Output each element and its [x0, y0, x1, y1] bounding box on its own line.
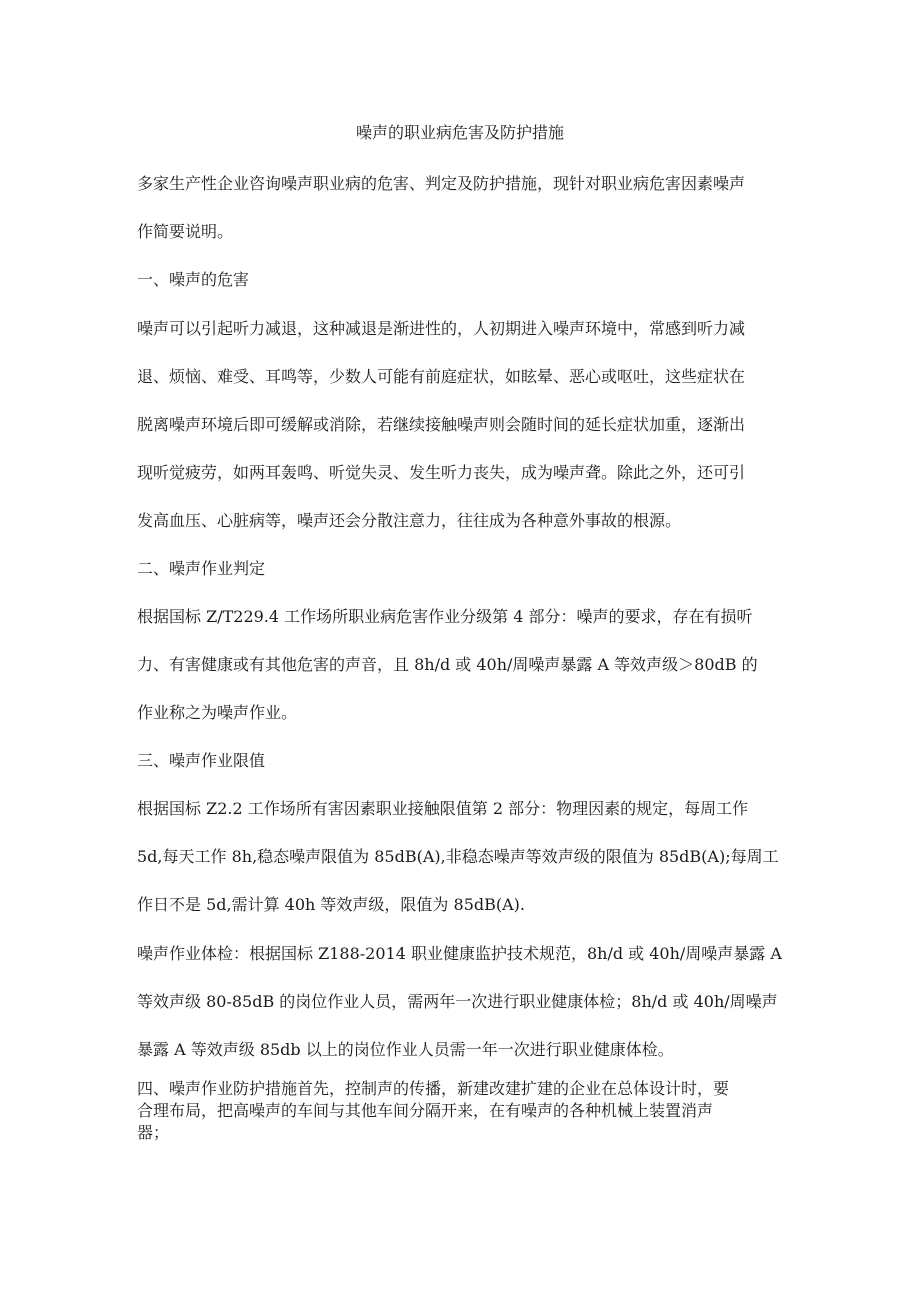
text-line: 作简要说明。 [137, 222, 234, 241]
text-line: 力、有害健康或有其他危害的声音，且 8h∕d 或 40h∕周噪声暴露 A 等效声级＞80dB 的 [137, 655, 758, 674]
text-line: 脱离噪声环境后即可缓解或消除，若继续接触噪声则会随时间的延长症状加重，逐渐出 [137, 415, 746, 434]
text-line: 根据国标 Z2.2 工作场所有害因素职业接触限值第 2 部分：物理因素的规定，每周工作 [137, 799, 749, 818]
text-line: 暴露 A 等效声级 85db 以上的岗位作业人员需一年一次进行职业健康体检。 [137, 1040, 674, 1059]
section-3-paragraph [137, 785, 785, 929]
text-line: 退、烦恼、难受、耳鸣等，少数人可能有前庭症状，如眩晕、恶心或呕吐，这些症状在 [137, 367, 746, 386]
text-line: 作业称之为噪声作业。 [137, 703, 298, 722]
section-1-paragraph [137, 305, 785, 545]
text-line: 根据国标 Z/T229.4 工作场所职业病危害作业分级第 4 部分：噪声的要求，存在有损听 [137, 607, 753, 626]
text-line: 合理布局，把高噪声的车间与其他车间分隔开来，在有噪声的各种机械上装置消声 [137, 1101, 714, 1120]
text-line: 噪声作业体检：根据国标 Z188-2014 职业健康监护技术规范，8h∕d 或 40h∕周噪声暴露 A [137, 944, 782, 963]
text-line: 多家生产性企业咨询噪声职业病的危害、判定及防护措施，现针对职业病危害因素噪声 [137, 174, 746, 193]
section-2-paragraph [137, 593, 785, 737]
section-3-heading: 三、噪声作业限值 [137, 751, 266, 770]
text-line: 噪声可以引起听力减退，这种减退是渐进性的，人初期进入噪声环境中，常感到听力减 [137, 319, 746, 338]
text-line: 发高血压、心脏病等，噪声还会分散注意力，往往成为各种意外事故的根源。 [137, 511, 682, 530]
text-line: 器； [137, 1123, 170, 1142]
text-line: 现听觉疲劳，如两耳轰鸣、听觉失灵、发生听力丧失，成为噪声聋。除此之外，还可引 [137, 463, 746, 482]
section-2-heading: 二、噪声作业判定 [137, 559, 266, 578]
text-line: 四、噪声作业防护措施首先，控制声的传播，新建改建扩建的企业在总体设计时，要 [137, 1079, 730, 1098]
health-check-paragraph [137, 930, 785, 1074]
section-1-heading: 一、噪声的危害 [137, 270, 250, 289]
text-line: 作日不是 5d,需计算 40h 等效声级，限值为 85dB(A). [137, 895, 526, 914]
intro-paragraph [137, 160, 785, 256]
text-line: 5d,每天工作 8h,稳态噪声限值为 85dB(A),非稳态噪声等效声级的限值为 85dB(A);每周工 [137, 847, 779, 866]
text-line: 等效声级 80-85dB 的岗位作业人员，需两年一次进行职业健康体检；8h∕d 或 40h∕周噪声 [137, 992, 778, 1011]
section-4-paragraph [137, 1078, 785, 1144]
document-title: 噪声的职业病危害及防护措施 [355, 123, 564, 142]
